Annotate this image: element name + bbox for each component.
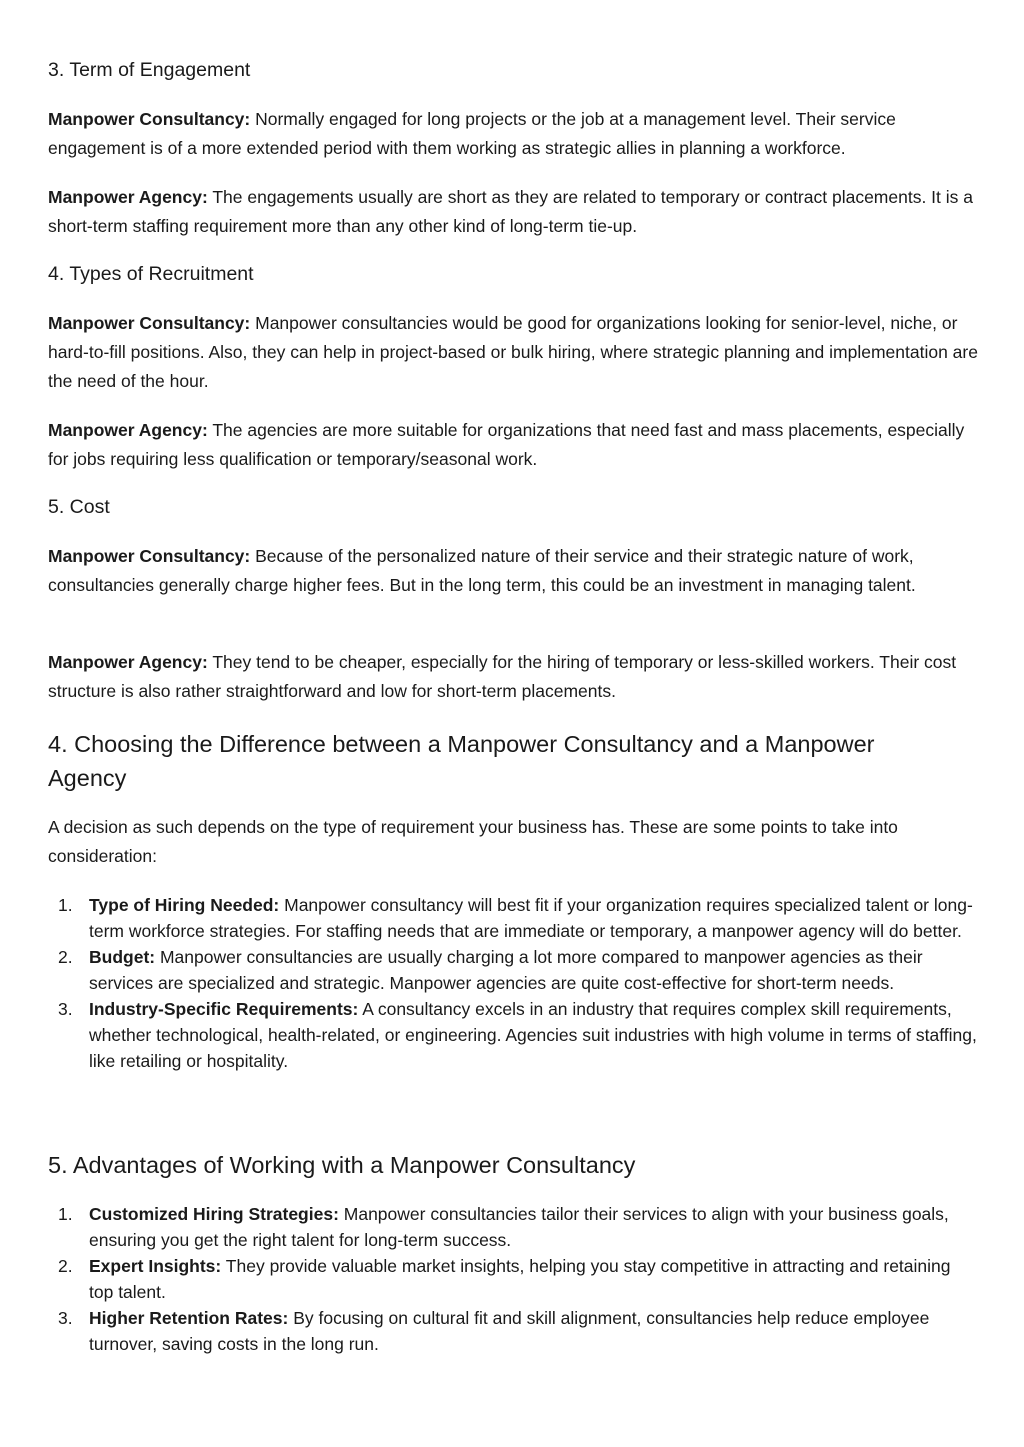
item-text: Manpower consultancy will best fit if your organization requires specialized talent or long-term workforce strategies. For staffing needs that are immediate or temporary, a manpower agency will do better. [89,895,973,941]
term-label: Manpower Agency: [48,652,208,672]
item-text: A consultancy excels in an industry that requires complex skill requirements, whether technological, health-related, or engineering. Agencies suit industries with high volume in terms of staffing, like retailing or hospitality. [89,999,977,1071]
list-item [48,1305,978,1357]
list-number: 2. [58,947,73,967]
term-label: Manpower Consultancy: [48,313,251,333]
item-text: Manpower consultancies tailor their services to align with your business goals, ensuring you get the right talent for long-term success. [89,1204,949,1250]
item-label: Higher Retention Rates: [89,1308,289,1328]
term-label: Manpower Consultancy: [48,546,251,566]
paragraph-agency-recruitment [48,416,978,474]
paragraph-agency-engagement [48,183,978,241]
paragraph-consultancy-recruitment [48,309,978,396]
item-label: Type of Hiring Needed: [89,895,280,915]
list-number: 3. [58,999,73,1019]
list-number: 2. [58,1256,73,1276]
list-number: 1. [58,895,73,915]
paragraph-agency-cost [48,648,978,706]
item-text: They provide valuable market insights, helping you stay competitive in attracting and retaining top talent. [89,1256,951,1302]
term-text: Because of the personalized nature of their service and their strategic nature of work, consultancies generally charge higher fees. But in the long term, this could be an investment in managing talent. [48,546,916,595]
term-text: The engagements usually are short as they are related to temporary or contract placements. It is a short-term staffing requirement more than any other kind of long-term tie-up. [48,187,974,236]
term-text: They tend to be cheaper, especially for the hiring of temporary or less-skilled workers. Their cost structure is also rather straightforward and low for short-term placements. [48,652,957,701]
heading-choosing-difference: 4. Choosing the Difference between a Manpower Consultancy and a Manpower Agency [48,731,875,791]
list-number: 3. [58,1308,73,1328]
section-heading-term-of-engagement: 3. Term of Engagement [48,59,251,81]
advantages-list [48,1201,978,1357]
item-text: Manpower consultancies are usually charging a lot more compared to manpower agencies as their services are specialized and strategic. Manpower agencies are quite cost-effective for short-term needs. [89,947,923,993]
term-text: Normally engaged for long projects or the job at a management level. Their service engagement is of a more extended period with them working as strategic allies in planning a workforce. [48,109,896,158]
item-label: Industry-Specific Requirements: [89,999,359,1019]
term-label: Manpower Agency: [48,187,208,207]
list-number: 1. [58,1204,73,1224]
list-item [48,944,978,996]
heading-advantages: 5. Advantages of Working with a Manpower Consultancy [48,1152,636,1178]
term-text: The agencies are more suitable for organizations that need fast and mass placements, especially for jobs requiring less qualification or temporary/seasonal work. [48,420,965,469]
list-item [48,1201,978,1253]
paragraph-consultancy-cost [48,542,978,600]
list-item [48,1253,978,1305]
section-heading-cost: 5. Cost [48,496,110,518]
term-text: Manpower consultancies would be good for organizations looking for senior-level, niche, or hard-to-fill positions. Also, they can help in project-based or bulk hiring, where strategic planning and implementation are the need of the hour. [48,313,978,391]
paragraph-consultancy-engagement [48,105,978,163]
item-label: Budget: [89,947,156,967]
term-label: Manpower Agency: [48,420,208,440]
item-label: Customized Hiring Strategies: [89,1204,339,1224]
choosing-points-list [48,892,978,1074]
item-text: By focusing on cultural fit and skill alignment, consultancies help reduce employee turnover, saving costs in the long run. [89,1308,930,1354]
list-item [48,996,978,1074]
item-label: Expert Insights: [89,1256,222,1276]
section-heading-types-of-recruitment: 4. Types of Recruitment [48,263,254,285]
list-item [48,892,978,944]
term-label: Manpower Consultancy: [48,109,251,129]
paragraph-choosing-intro: A decision as such depends on the type of requirement your business has. These are some points to take into consideration: [48,817,898,866]
